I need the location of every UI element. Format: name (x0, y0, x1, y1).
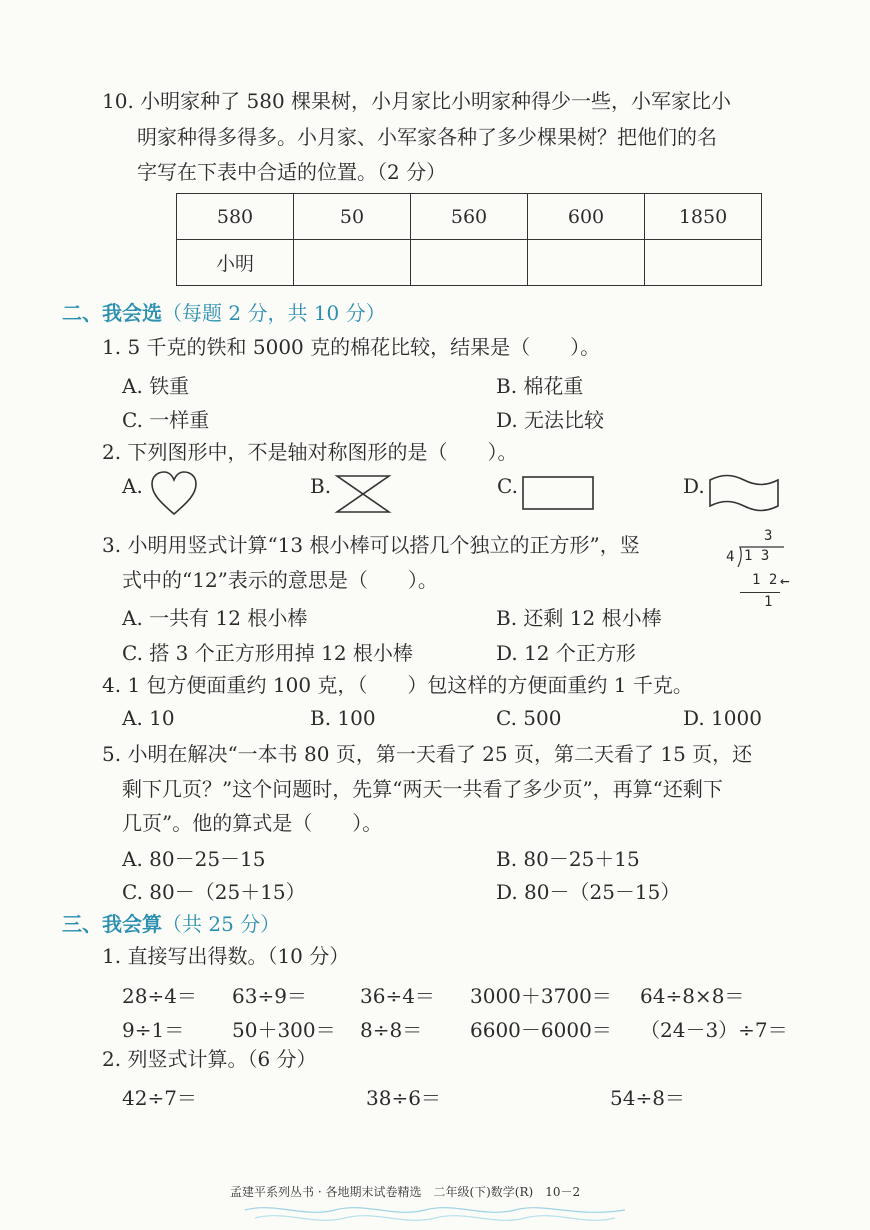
calc-item: 8÷8＝ (360, 1018, 423, 1042)
s2-q5-option-d[interactable]: D. 80－（25－15） (496, 880, 681, 904)
division-remainder: 1 (764, 594, 773, 610)
heart-shape-icon (150, 470, 198, 518)
calc-item: 9÷1＝ (122, 1018, 185, 1042)
vertical-calc-item: 38÷6＝ (366, 1086, 441, 1110)
s2-q4-option-d[interactable]: D. 1000 (683, 706, 762, 730)
fruit-tree-table (176, 193, 762, 286)
s2-q3-option-c[interactable]: C. 搭 3 个正方形用掉 12 根小棒 (122, 641, 413, 665)
s2-q2-option-c[interactable]: C. (497, 474, 518, 498)
q10-line2: 明家种得多得多。小月家、小军家各种了多少棵果树？把他们的名 (137, 125, 717, 149)
table-cell: 600 (528, 194, 645, 240)
table-cell: 50 (294, 194, 411, 240)
s2-q3-option-b[interactable]: B. 还剩 12 根小棒 (496, 606, 662, 630)
s2-q5-line1: 5. 小明在解决“一本书 80 页，第一天看了 25 页，第二天看了 15 页，还 (102, 742, 753, 766)
s2-q2-option-a[interactable]: A. (122, 474, 143, 498)
table-cell: 小明 (177, 240, 294, 286)
section-title: 三、我会算 (62, 912, 162, 936)
division-product: 1 2 (752, 572, 778, 588)
s2-q4-option-a[interactable]: A. 10 (122, 706, 175, 730)
answer-cell[interactable] (294, 240, 411, 286)
footer-text: 孟建平系列丛书 · 各地期末试卷精选 二年级(下)数学(R) 10－2 (230, 1185, 581, 1199)
calc-item: 6600－6000＝ (470, 1018, 612, 1042)
table-cell: 560 (411, 194, 528, 240)
answer-cell[interactable] (528, 240, 645, 286)
calc-item: 28÷4＝ (122, 984, 197, 1008)
s2-q3-line2: 式中的“12”表示的意思是（ ）。 (122, 568, 438, 592)
s2-q5-option-a[interactable]: A. 80－25－15 (122, 847, 266, 871)
s2-q3-line1: 3. 小明用竖式计算“13 根小棒可以搭几个独立的正方形”，竖 (102, 533, 640, 557)
q10-line3: 字写在下表中合适的位置。（2 分） (137, 160, 447, 184)
division-line (740, 592, 780, 593)
s2-q3-option-a[interactable]: A. 一共有 12 根小棒 (122, 606, 308, 630)
table-cell: 580 (177, 194, 294, 240)
calc-item: （24－3）÷7＝ (640, 1018, 788, 1042)
section2-heading (62, 297, 386, 326)
vertical-calc-item: 42÷7＝ (122, 1086, 197, 1110)
division-divisor: 4 (726, 549, 735, 565)
calc-item: 64÷8×8＝ (640, 984, 745, 1008)
table-cell: 1850 (645, 194, 762, 240)
division-dividend: 1 3 (744, 548, 770, 564)
s2-q1-option-c[interactable]: C. 一样重 (122, 408, 210, 432)
table-row-values (177, 194, 762, 240)
s3-q1-stem: 1. 直接写出得数。（10 分） (102, 944, 350, 968)
calc-item: 3000＋3700＝ (470, 984, 612, 1008)
rectangle-shape-icon (522, 476, 594, 510)
arrow-left-icon: ← (780, 571, 790, 590)
long-division-figure (726, 528, 816, 613)
s2-q1-option-d[interactable]: D. 无法比较 (496, 408, 605, 432)
vertical-calc-item: 54÷8＝ (610, 1086, 685, 1110)
s2-q5-option-b[interactable]: B. 80－25＋15 (496, 847, 640, 871)
s2-q2-option-d[interactable]: D. (683, 474, 705, 498)
calc-item: 36÷4＝ (360, 984, 435, 1008)
s2-q1-option-b[interactable]: B. 棉花重 (496, 374, 584, 398)
s2-q1-stem: 1. 5 千克的铁和 5000 克的棉花比较，结果是（ ）。 (102, 335, 601, 359)
answer-cell[interactable] (411, 240, 528, 286)
section3-heading (62, 908, 280, 937)
answer-cell[interactable] (645, 240, 762, 286)
s2-q4-option-c[interactable]: C. 500 (496, 706, 562, 730)
s2-q5-option-c[interactable]: C. 80－（25＋15） (122, 880, 306, 904)
s2-q3-option-d[interactable]: D. 12 个正方形 (496, 641, 636, 665)
s2-q4-option-b[interactable]: B. 100 (310, 706, 376, 730)
s2-q1-option-a[interactable]: A. 铁重 (122, 374, 190, 398)
division-quotient: 3 (764, 528, 773, 544)
table-row-names (177, 240, 762, 286)
s2-q5-line2: 剩下几页？”这个问题时，先算“两天一共看了多少页”，再算“还剩下 (122, 777, 723, 801)
section-title: 二、我会选 (62, 301, 162, 325)
q10-line1: 10. 小明家种了 580 棵果树，小月家比小明家种得少一些，小军家比小 (102, 89, 732, 113)
section-points: （每题 2 分，共 10 分） (162, 301, 386, 325)
s2-q2-stem: 2. 下列图形中，不是轴对称图形的是（ ）。 (102, 440, 518, 464)
flag-shape-icon (708, 472, 780, 516)
calc-item: 50＋300＝ (232, 1018, 336, 1042)
s3-q2-stem: 2. 列竖式计算。（6 分） (102, 1047, 317, 1071)
hourglass-shape-icon (335, 474, 391, 514)
wave-decoration-icon (245, 1200, 625, 1228)
s2-q4-stem: 4. 1 包方便面重约 100 克，（ ）包这样的方便面重约 1 千克。 (102, 673, 693, 697)
section-points: （共 25 分） (162, 912, 281, 936)
s2-q5-line3: 几页”。他的算式是（ ）。 (122, 811, 383, 835)
calc-item: 63÷9＝ (232, 984, 307, 1008)
s2-q2-option-b[interactable]: B. (310, 474, 332, 498)
